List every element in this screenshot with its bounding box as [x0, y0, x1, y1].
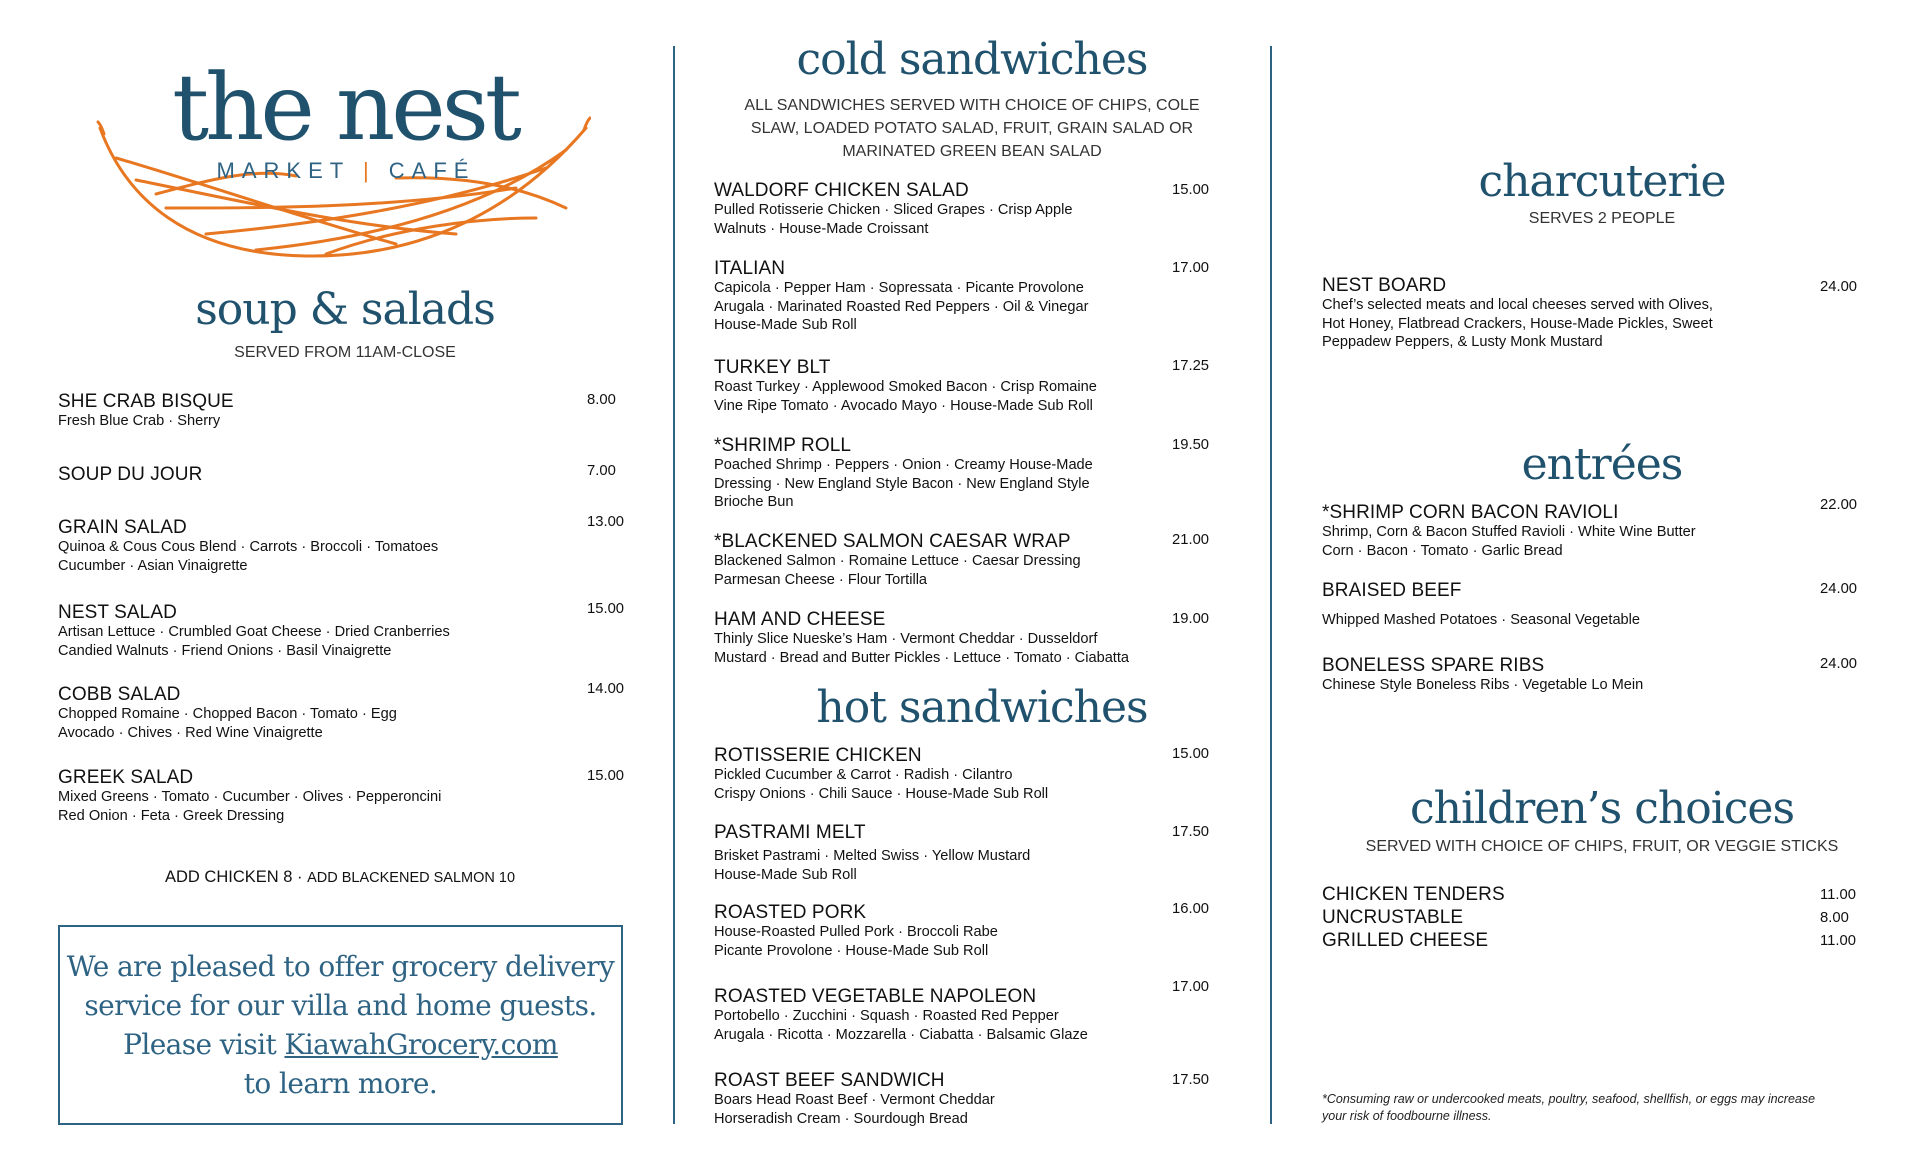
item-desc: Dressing · New England Style Bacon · New England Style — [714, 475, 1090, 492]
menu-item — [714, 181, 1254, 238]
menu-item — [58, 767, 625, 825]
item-price: 17.00 — [1172, 260, 1210, 276]
menu-item — [1322, 908, 1862, 928]
item-name: HAM AND CHEESE — [714, 609, 886, 630]
item-name: ITALIAN — [714, 258, 786, 279]
item-name: TURKEY BLT — [714, 357, 831, 378]
food-safety-footnote — [1322, 1091, 1882, 1125]
item-desc: Capicola · Pepper Ham · Sopressata · Picante Provolone — [714, 280, 1084, 296]
item-desc: Chef’s selected meats and local cheeses served with Olives, — [1322, 297, 1713, 313]
item-desc: House-Roasted Pulled Pork · Broccoli Rabe — [714, 924, 998, 940]
item-price: 15.00 — [587, 601, 625, 617]
logo-subtitle-market: MARKET — [216, 158, 350, 183]
item-desc: Blackened Salmon · Romaine Lettuce · Caesar Dressing — [714, 553, 1081, 569]
item-desc: Thinly Slice Nueske’s Ham · Vermont Cheddar · Dusseldorf — [714, 631, 1098, 647]
addons-chicken: ADD CHICKEN 8 · — [164, 868, 303, 886]
soup-salads-title: soup & salads — [195, 284, 495, 335]
menu-item — [58, 514, 625, 575]
logo-subtitle-divider: | — [362, 158, 376, 183]
item-desc: Boars Head Roast Beef · Vermont Cheddar — [714, 1092, 995, 1108]
item-price: 24.00 — [1820, 656, 1858, 672]
item-name: *SHRIMP ROLL — [714, 435, 852, 456]
item-price: 15.00 — [1172, 746, 1210, 762]
item-desc: Picante Provolone · House-Made Sub Roll — [714, 942, 989, 959]
left-column — [0, 0, 672, 1166]
item-name: WALDORF CHICKEN SALAD — [714, 180, 969, 201]
menu-item — [58, 465, 618, 485]
grocery-delivery-promo — [58, 925, 623, 1125]
item-name: *SHRIMP CORN BACON RAVIOLI — [1322, 502, 1619, 523]
logo-subtitle-cafe: CAFÉ — [388, 158, 476, 183]
item-desc: Whipped Mashed Potatoes · Seasonal Vegetable — [1322, 612, 1641, 628]
item-price: 19.00 — [1172, 611, 1210, 627]
menu-item — [714, 823, 1254, 884]
soup-salads-subtitle: SERVED FROM 11AM-CLOSE — [234, 344, 456, 361]
item-desc: Fresh Blue Crab · Sherry — [58, 413, 221, 429]
middle-column — [672, 0, 1272, 1166]
item-desc: Red Onion · Feta · Greek Dressing — [58, 807, 285, 824]
item-name: GREEK SALAD — [58, 767, 194, 788]
addons-note — [0, 868, 680, 887]
charcuterie-subtitle: SERVES 2 PEOPLE — [1528, 210, 1676, 227]
menu-item — [714, 259, 1254, 335]
item-desc: Shrimp, Corn & Bacon Stuffed Ravioli · White Wine Butter — [1322, 524, 1696, 540]
item-desc: Crispy Onions · Chili Sauce · House-Made Sub Roll — [714, 785, 1049, 802]
item-name: ROTISSERIE CHICKEN — [714, 745, 922, 766]
item-price: 17.00 — [1172, 979, 1210, 995]
hot-sandwiches-title: hot sandwiches — [816, 682, 1148, 733]
menu-item — [714, 532, 1254, 589]
item-desc: Quinoa & Cous Cous Blend · Carrots · Broccoli · Tomatoes — [58, 539, 439, 555]
menu-item — [714, 436, 1254, 512]
item-price: 13.00 — [587, 514, 625, 530]
item-price: 8.00 — [1820, 910, 1849, 926]
item-price: 19.50 — [1172, 437, 1210, 453]
item-name: NEST SALAD — [58, 602, 177, 623]
menu-item — [714, 903, 1254, 960]
item-name: CHICKEN TENDERS — [1322, 884, 1505, 905]
item-desc: Hot Honey, Flatbread Crackers, House-Made Pickles, Sweet — [1322, 315, 1713, 332]
item-price: 16.00 — [1172, 901, 1210, 917]
item-desc: Brisket Pastrami · Melted Swiss · Yellow Mustard — [714, 848, 1031, 864]
item-name: ROASTED PORK — [714, 902, 867, 923]
cold-sandwiches-subtitle — [672, 94, 1272, 163]
item-price: 8.00 — [587, 392, 616, 408]
item-price: 24.00 — [1820, 279, 1858, 295]
logo-subtitle — [186, 158, 506, 184]
menu-item — [58, 601, 625, 660]
menu-item — [1322, 931, 1862, 951]
subtitle-line: MARINATED GREEN BEAN SALAD — [842, 143, 1102, 160]
item-price: 22.00 — [1820, 497, 1858, 513]
item-desc: Mixed Greens · Tomato · Cucumber · Olives · Pepperoncini — [58, 789, 442, 805]
menu-item — [714, 979, 1254, 1044]
item-desc: Candied Walnuts · Friend Onions · Basil Vinaigrette — [58, 642, 392, 659]
item-desc: Vine Ripe Tomato · Avocado Mayo · House-Made Sub Roll — [714, 397, 1093, 414]
item-desc: Corn · Bacon · Tomato · Garlic Bread — [1322, 542, 1563, 559]
menu-item — [1322, 581, 1862, 630]
menu-item — [714, 746, 1254, 803]
item-name: UNCRUSTABLE — [1322, 907, 1464, 928]
item-name: BONELESS SPARE RIBS — [1322, 655, 1545, 676]
item-desc: Parmesan Cheese · Flour Tortilla — [714, 571, 928, 588]
item-price: 15.00 — [587, 768, 625, 784]
childrens-choices-title: children’s choices — [1409, 783, 1795, 834]
item-desc: Walnuts · House-Made Croissant — [714, 220, 929, 237]
item-desc: Horseradish Cream · Sourdough Bread — [714, 1110, 968, 1127]
menu-item — [1322, 276, 1862, 352]
item-desc: Mustard · Bread and Butter Pickles · Lettuce · Tomato · Ciabatta — [714, 649, 1130, 666]
item-desc: Arugala · Marinated Roasted Red Peppers · Oil & Vinegar — [714, 298, 1089, 315]
menu-item — [1322, 885, 1862, 905]
item-desc: Arugala · Ricotta · Mozzarella · Ciabatta · Balsamic Glaze — [714, 1026, 1088, 1043]
item-name: GRAIN SALAD — [58, 517, 187, 538]
item-price: 17.50 — [1172, 1072, 1210, 1088]
item-desc: Chopped Romaine · Chopped Bacon · Tomato · Egg — [58, 706, 397, 722]
item-price: 17.25 — [1172, 358, 1210, 374]
logo-title: the nest — [172, 54, 518, 161]
right-column — [1272, 0, 1920, 1166]
item-price: 24.00 — [1820, 581, 1858, 597]
logo — [96, 54, 591, 268]
item-desc: Pickled Cucumber & Carrot · Radish · Cilantro — [714, 767, 1013, 783]
childrens-choices-subtitle: SERVED WITH CHOICE OF CHIPS, FRUIT, OR VEGGIE STICKS — [1365, 838, 1839, 855]
menu-item — [714, 610, 1254, 667]
item-name: GRILLED CHEESE — [1322, 930, 1489, 951]
menu-item — [1322, 656, 1862, 695]
item-desc: Avocado · Chives · Red Wine Vinaigrette — [58, 724, 323, 741]
item-name: NEST BOARD — [1322, 275, 1447, 296]
item-price: 21.00 — [1172, 532, 1210, 548]
item-desc: House-Made Sub Roll — [714, 317, 857, 333]
footnote-line: *Consuming raw or undercooked meats, poultry, seafood, shellfish, or eggs may increase — [1322, 1092, 1816, 1106]
menu-item — [1322, 497, 1862, 560]
subtitle-line: SLAW, LOADED POTATO SALAD, FRUIT, GRAIN SALAD OR — [750, 120, 1194, 137]
item-name: BRAISED BEEF — [1322, 580, 1462, 601]
item-desc: House-Made Sub Roll — [714, 866, 857, 883]
item-name: SHE CRAB BISQUE — [58, 391, 234, 412]
item-name: SOUP DU JOUR — [58, 464, 203, 485]
item-desc: Peppadew Peppers, & Lusty Monk Mustard — [1322, 334, 1603, 350]
kiawah-grocery-link[interactable]: KiawahGrocery.com — [284, 1028, 558, 1061]
item-desc: Brioche Bun — [714, 494, 794, 510]
promo-line: to learn more. — [243, 1067, 438, 1100]
item-desc: Artisan Lettuce · Crumbled Goat Cheese · Dried Cranberries — [58, 624, 450, 640]
footnote-line: your risk of foodbourne illness. — [1322, 1109, 1492, 1123]
item-price: 17.50 — [1172, 824, 1210, 840]
item-name: ROAST BEEF SANDWICH — [714, 1070, 945, 1091]
entrees-title: entrées — [1521, 439, 1683, 490]
promo-line: service for our villa and home guests. — [84, 989, 597, 1022]
menu-item — [714, 358, 1254, 415]
item-name: *BLACKENED SALMON CAESAR WRAP — [714, 531, 1071, 552]
item-desc: Chinese Style Boneless Ribs · Vegetable Lo Mein — [1322, 677, 1644, 693]
item-desc: Cucumber · Asian Vinaigrette — [58, 557, 248, 574]
item-desc: Pulled Rotisserie Chicken · Sliced Grapes · Crisp Apple — [714, 202, 1073, 218]
item-desc: Poached Shrimp · Peppers · Onion · Creamy House-Made — [714, 457, 1093, 473]
cold-sandwiches-title: cold sandwiches — [796, 34, 1148, 85]
item-name: COBB SALAD — [58, 684, 181, 705]
item-price: 14.00 — [587, 681, 625, 697]
menu-item — [58, 681, 625, 742]
promo-line: We are pleased to offer grocery delivery — [66, 950, 615, 983]
item-name: PASTRAMI MELT — [714, 822, 866, 843]
item-name: ROASTED VEGETABLE NAPOLEON — [714, 986, 1037, 1007]
item-price: 11.00 — [1820, 887, 1856, 903]
item-price: 7.00 — [587, 463, 616, 479]
menu-item — [714, 1071, 1254, 1128]
promo-text: Please visit — [123, 1028, 285, 1061]
menu-item — [58, 392, 618, 431]
item-desc: Portobello · Zucchini · Squash · Roasted Red Pepper — [714, 1008, 1059, 1024]
promo-line — [123, 1025, 558, 1064]
item-desc: Roast Turkey · Applewood Smoked Bacon · Crisp Romaine — [714, 379, 1097, 395]
charcuterie-title: charcuterie — [1478, 156, 1726, 207]
addons-salmon: ADD BLACKENED SALMON 10 — [307, 870, 516, 886]
item-price: 15.00 — [1172, 182, 1210, 198]
item-price: 11.00 — [1820, 933, 1856, 949]
subtitle-line: ALL SANDWICHES SERVED WITH CHOICE OF CHIPS, COLE — [744, 97, 1200, 114]
